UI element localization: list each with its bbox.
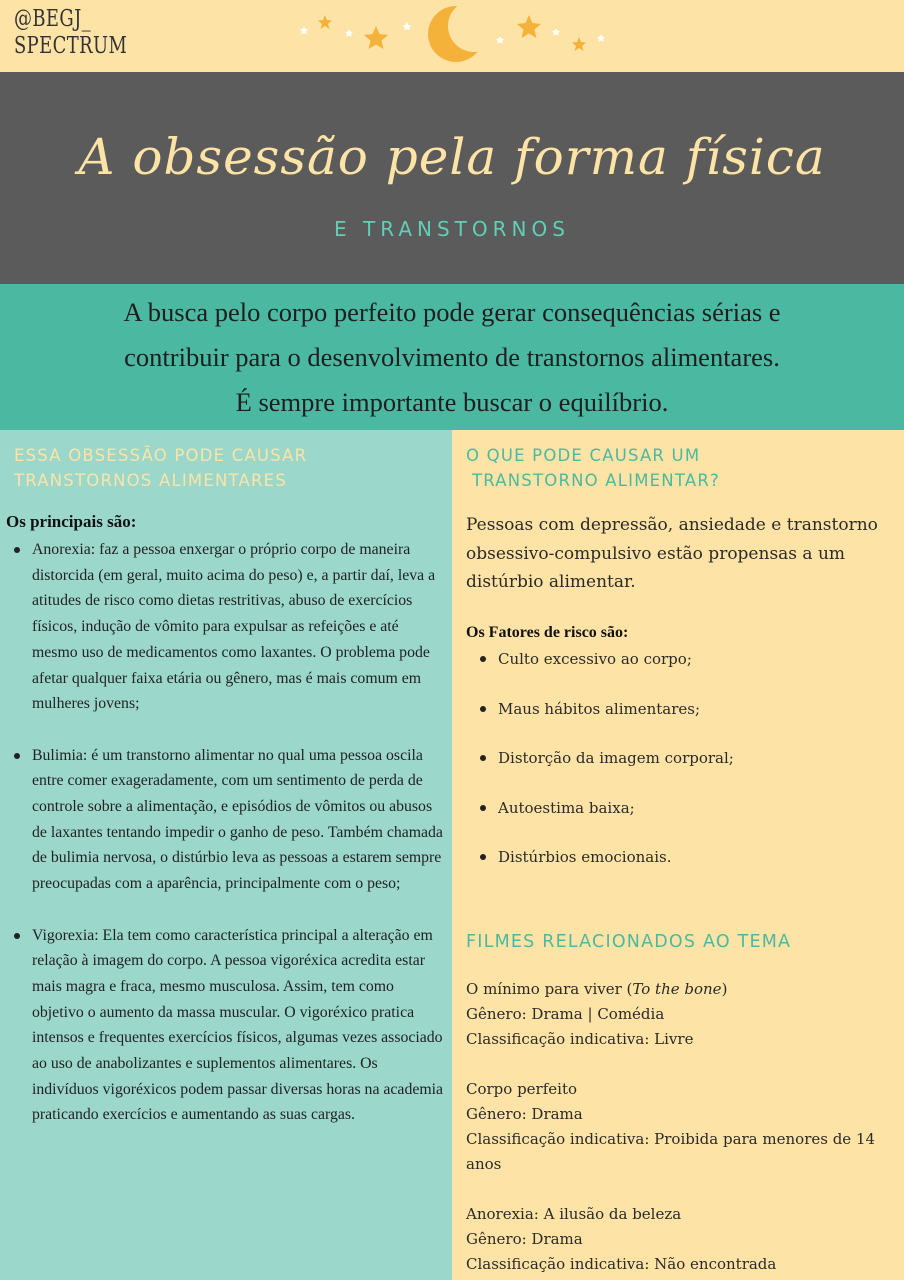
film-entry [466,1077,886,1177]
principal-disorders-label: Os principais são: [6,512,137,531]
disorders-list [6,537,446,1154]
film-genre: Gênero: Drama [466,1230,583,1248]
film-rating: Classificação indicativa: Livre [466,1030,694,1048]
films-heading: FILMES RELACIONADOS AO TEMA [466,932,792,952]
list-item: Distúrbios emocionais. [472,844,892,870]
list-item: Maus hábitos alimentares; [472,696,892,722]
list-item: Distorção da imagem corporal; [472,745,892,771]
list-item: Vigorexia: Ela tem como característica principal a alteração em relação à imagem do corpo. A pessoa vigoréxica acredita estar mais magra e fraca, mesmo musculosa. Assim, tem como objetivo o aumento da massa muscular. O vigoréxico pratica intensos e frequentes exercícios físicos, algumas vezes associado ao uso de anabolizantes e suplementos alimentares. Os indivíduos vigoréxicos podem passar diversas horas na academia praticando exercícios e aumentando as suas cargas. [6,923,446,1129]
film-title: Corpo perfeito [466,1080,578,1098]
intro-text [20,290,884,425]
intro-line: É sempre importante buscar o equilíbrio. [235,387,669,417]
film-genre: Gênero: Drama | Comédia [466,1005,665,1023]
night-sky-decoration [0,0,904,72]
film-title: Anorexia: A ilusão da beleza [466,1205,682,1223]
brand-line-1: @BEGJ_ [14,6,92,32]
films-list [466,977,886,1280]
film-genre: Gênero: Drama [466,1105,583,1123]
film-entry [466,1202,886,1277]
risk-factors-label: Os Fatores de risco são: [466,624,629,641]
left-section-heading [14,443,307,493]
moon-icon [428,0,500,62]
list-item: Culto excessivo ao corpo; [472,646,892,672]
intro-line: contribuir para o desenvolvimento de transtornos alimentares. [124,342,780,372]
film-rating: Classificação indicativa: Não encontrada [466,1255,777,1273]
right-section-heading [466,443,720,493]
risk-factors-list [472,646,892,894]
film-entry [466,977,886,1052]
heading-line: TRANSTORNO ALIMENTAR? [472,471,720,490]
causes-paragraph: Pessoas com depressão, ansiedade e transtorno obsessivo-compulsivo estão propensas a um distúrbio alimentar. [466,515,878,592]
list-item: Bulimia: é um transtorno alimentar no qual uma pessoa oscila entre comer exageradamente, com um sentimento de perda de controle sobre a alimentação, e episódios de vômitos ou abusos de laxantes tentando impedir o ganho de peso. Também chamada de bulimia nervosa, o distúrbio leva as pessoas a estarem sempre preocupadas com a aparência, principalmente com o peso; [6,743,446,897]
film-title: O mínimo para viver (To the bone) [466,980,728,998]
heading-line: TRANSTORNOS ALIMENTARES [14,471,287,490]
heading-line: ESSA OBSESSÃO PODE CAUSAR [14,446,308,465]
intro-line: A busca pelo corpo perfeito pode gerar consequências sérias e [123,297,781,327]
heading-line: O QUE PODE CAUSAR UM [466,446,701,465]
page-subtitle: E TRANSTORNOS [334,217,570,241]
list-item: Anorexia: faz a pessoa enxergar o próprio corpo de maneira distorcida (em geral, muito acima do peso) e, a partir daí, leva a atitudes de risco como dietas restritivas, abuso de exercícios físicos, indução de vômito para expulsar as refeições e até mesmo uso de medicamentos como laxantes. O problema pode afetar qualquer faixa etária ou gênero, mas é mais comum em mulheres jovens; [6,537,446,717]
list-item: Autoestima baixa; [472,795,892,821]
brand-line-2: SPECTRUM [14,33,128,59]
film-rating: Classificação indicativa: Proibida para menores de 14 anos [466,1130,876,1173]
page-title: A obsessão pela forma física [78,128,826,186]
